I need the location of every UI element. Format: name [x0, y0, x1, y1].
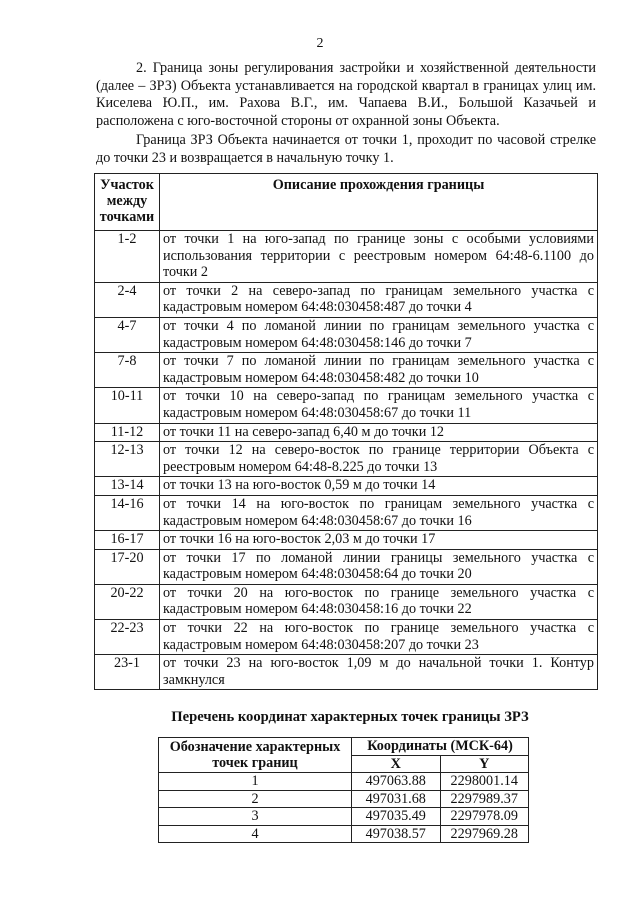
header-segment: Участок между точками [95, 174, 160, 231]
table-row [95, 584, 598, 619]
description-cell: от точки 4 по ломаной линии по границам земельного участка с кадастровым номером 64:48:030458:146 до точки 7 [160, 317, 598, 352]
header-description: Описание прохождения границы [160, 174, 598, 231]
segment-cell: 13-14 [95, 477, 160, 496]
boundary-table-header [95, 174, 598, 231]
coord-y-cell: 2297969.28 [440, 825, 529, 843]
coord-y-cell: 2297989.37 [440, 790, 529, 808]
coord-x-cell: 497038.57 [352, 825, 441, 843]
description-cell: от точки 2 на северо-запад по границам земельного участка с кадастровым номером 64:48:030458:487 до точки 4 [160, 282, 598, 317]
coord-point-cell: 1 [159, 773, 352, 791]
description-cell: от точки 13 на юго-восток 0,59 м до точки 14 [160, 477, 598, 496]
segment-cell: 14-16 [95, 495, 160, 530]
coordinates-title: Перечень координат характерных точек границы ЗРЗ [171, 709, 529, 725]
table-row [95, 353, 598, 388]
table-row [95, 531, 598, 550]
segment-cell: 22-23 [95, 620, 160, 655]
intro-paragraph-2: Граница ЗРЗ Объекта начинается от точки 1, проходит по часовой стрелке до точки 23 и возвращается в начальную точку 1. [96, 132, 596, 166]
description-cell: от точки 22 на юго-восток по границе земельного участка с кадастровым номером 64:48:030458:207 до точки 23 [160, 620, 598, 655]
description-cell: от точки 23 на юго-восток 1,09 м до начальной точки 1. Контур замкнулся [160, 655, 598, 690]
segment-cell: 1-2 [95, 231, 160, 283]
segment-cell: 16-17 [95, 531, 160, 550]
header-x: X [352, 755, 441, 773]
table-row [159, 790, 529, 808]
segment-cell: 10-11 [95, 388, 160, 423]
segment-cell: 17-20 [95, 549, 160, 584]
table-row [159, 773, 529, 791]
coord-y-cell: 2297978.09 [440, 808, 529, 826]
segment-cell: 20-22 [95, 584, 160, 619]
table-row [159, 808, 529, 826]
segment-cell: 23-1 [95, 655, 160, 690]
table-row [159, 825, 529, 843]
segment-cell: 2-4 [95, 282, 160, 317]
segment-cell: 7-8 [95, 353, 160, 388]
table-row [95, 495, 598, 530]
coord-x-cell: 497035.49 [352, 808, 441, 826]
description-cell: от точки 17 по ломаной линии границы земельного участка с кадастровым номером 64:48:030458:64 до точки 20 [160, 549, 598, 584]
coordinates-header-row-1 [159, 738, 529, 756]
segment-cell: 4-7 [95, 317, 160, 352]
table-row [95, 477, 598, 496]
table-row [95, 620, 598, 655]
table-row [95, 231, 598, 283]
description-cell: от точки 16 на юго-восток 2,03 м до точки 17 [160, 531, 598, 550]
description-cell: от точки 20 на юго-восток по границе земельного участка с кадастровым номером 64:48:030458:16 до точки 22 [160, 584, 598, 619]
description-cell: от точки 11 на северо-запад 6,40 м до точки 12 [160, 423, 598, 442]
coordinates-table [158, 737, 529, 843]
coord-x-cell: 497063.88 [352, 773, 441, 791]
segment-cell: 11-12 [95, 423, 160, 442]
coord-y-cell: 2298001.14 [440, 773, 529, 791]
table-row [95, 317, 598, 352]
description-cell: от точки 1 на юго-запад по границе зоны с особыми условиями использования территории с реестровым номером 64:48-6.1100 до точки 2 [160, 231, 598, 283]
coord-x-cell: 497031.68 [352, 790, 441, 808]
header-y: Y [440, 755, 529, 773]
boundary-table-body [95, 231, 598, 690]
coord-point-cell: 2 [159, 790, 352, 808]
table-row [95, 388, 598, 423]
table-row [95, 442, 598, 477]
description-cell: от точки 14 на юго-восток по границам земельного участка с кадастровым номером 64:48:030458:67 до точки 16 [160, 495, 598, 530]
coord-point-cell: 4 [159, 825, 352, 843]
coordinates-table-body [159, 773, 529, 843]
segment-cell: 12-13 [95, 442, 160, 477]
description-cell: от точки 7 по ломаной линии по границам земельного участка с кадастровым номером 64:48:030458:482 до точки 10 [160, 353, 598, 388]
coord-point-cell: 3 [159, 808, 352, 826]
header-point: Обозначение характерных точек границ [159, 738, 352, 773]
description-cell: от точки 12 на северо-восток по границе территории Объекта с реестровым номером 64:48-8.225 до точки 13 [160, 442, 598, 477]
table-row [95, 549, 598, 584]
header-coords: Координаты (МСК-64) [352, 738, 529, 756]
intro-paragraph-1: 2. Граница зоны регулирования застройки и хозяйственной деятельности (далее – ЗРЗ) Объекта устанавливается на городской квартал в границах улиц им. Киселева Ю.П., им. Рахова В.Г., им. Чапаева В.И., Большой Казачьей и расположена с юго-восточной стороны от охранной зоны Объекта. [96, 60, 596, 129]
boundary-table [94, 173, 598, 690]
page-number: 2 [316, 36, 324, 51]
description-cell: от точки 10 на северо-запад по границам земельного участка с кадастровым номером 64:48:030458:67 до точки 11 [160, 388, 598, 423]
table-row [95, 423, 598, 442]
table-row [95, 282, 598, 317]
table-row [95, 655, 598, 690]
